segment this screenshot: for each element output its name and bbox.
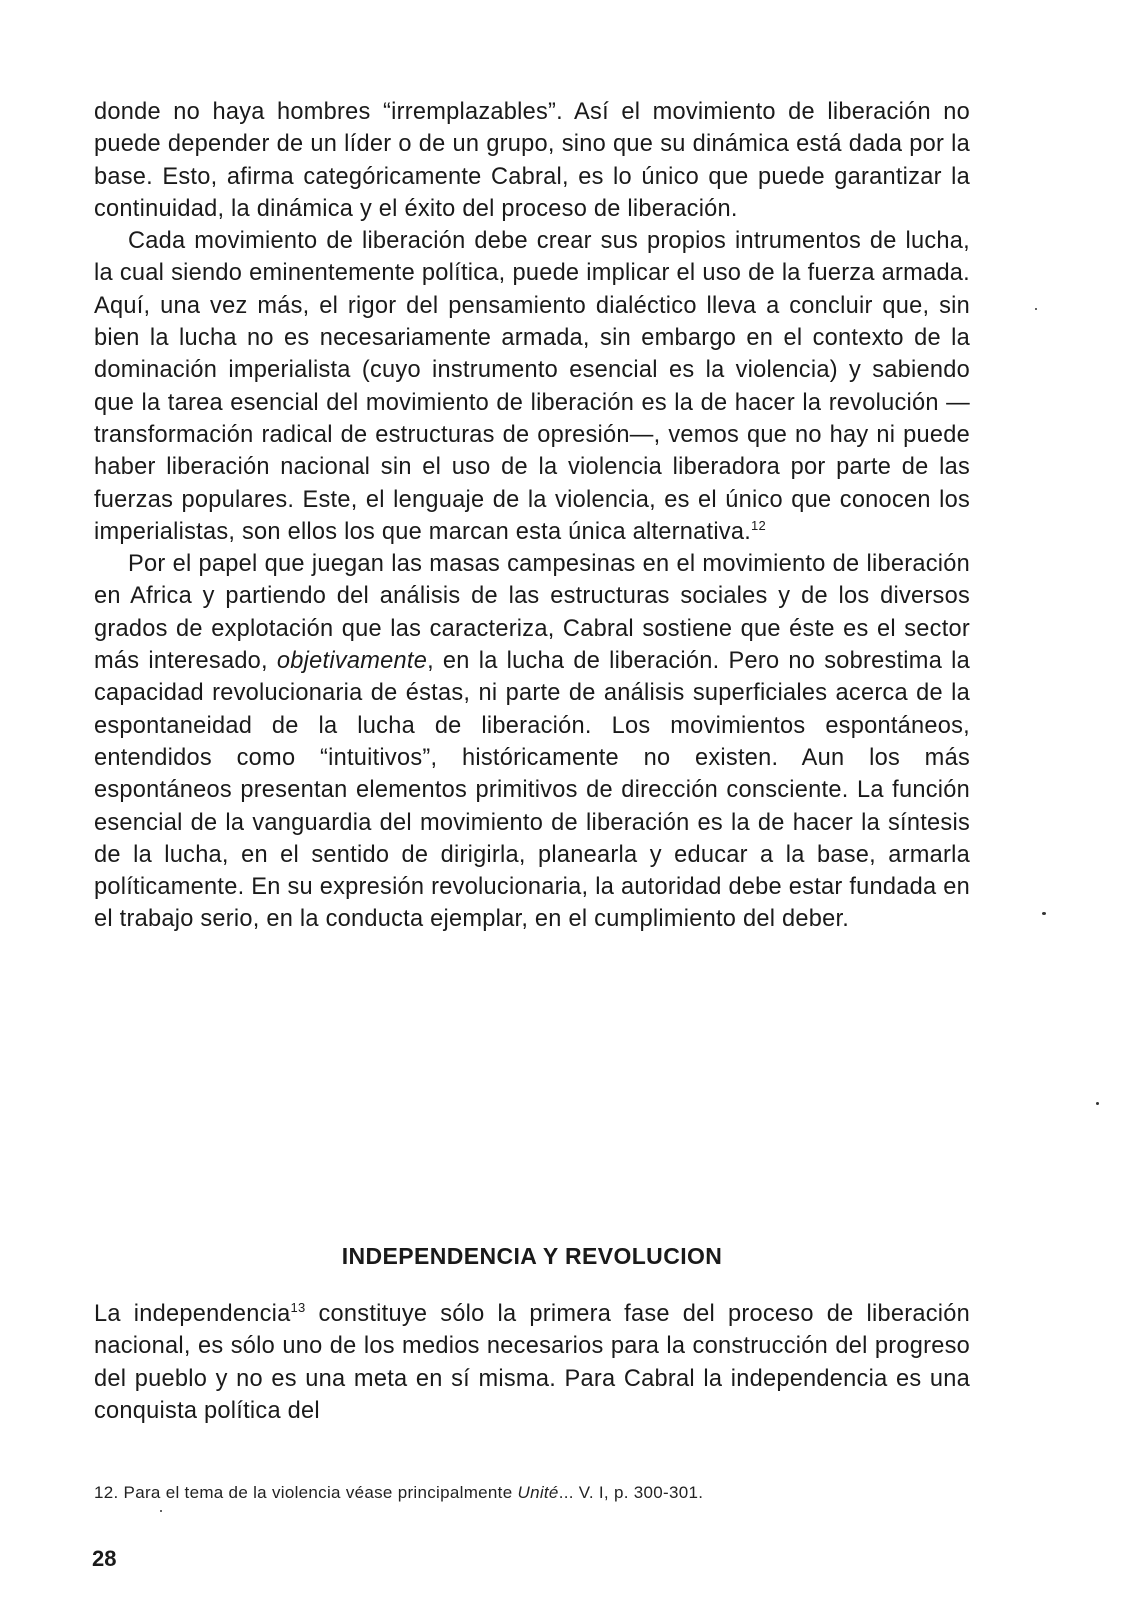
- paragraph-peasants-italic: objetivamente: [276, 648, 428, 675]
- paragraph-independence-start: La independencia: [94, 1301, 291, 1327]
- paragraph-peasants-end: , en la lucha de liberación. Pero no sobrestima la capacidad revolucionaria de éstas, ni parte de análisis superficiales acerca de la espontaneidad de la lucha de liberación. Los movimientos espontáneos, entendidos como “intuitivos”, históricamente no existen. Aun los más espontáneos presentan elementos primitivos de dirección consciente. La función esencial de la vanguardia del movimiento de liberación es la de hacer la síntesis de la lucha, en el sentido de dirigirla, planearla y educar a la base, armarla políticamente. En su expresión revolucionaria, la autoridad debe estar fundada en el trabajo serio, en la conducta ejemplar, en el cumplimiento del deber.: [94, 648, 970, 933]
- main-text: [94, 96, 970, 936]
- paragraph-peasants: [94, 548, 970, 936]
- section-text: [94, 1298, 970, 1427]
- paragraph-violence: [94, 225, 970, 548]
- scan-speck: [1042, 912, 1046, 915]
- paragraph-peasants-start: Por el papel que juegan las masas campesinas en el movimiento de liberación en Africa y partiendo del análisis de las estructuras sociales y de los diversos grados de explotación que las caracteriza, Cabral sostiene que éste es el sector más interesado,: [94, 551, 970, 675]
- footnote-ref-13: 13: [290, 1300, 306, 1315]
- section-heading: INDEPENDENCIA Y REVOLUCION: [341, 1243, 723, 1269]
- paragraph-continuation: donde no haya hombres “irremplazables”. Así el movimiento de liberación no puede depender de un líder o de un grupo, sino que su dinámica está dada por la base. Esto, afirma categóricamente Cabral, es lo único que puede garantizar la continuidad, la dinámica y el éxito del proceso de liberación.: [94, 99, 970, 222]
- paragraph-violence-text: Cada movimiento de liberación debe crear sus propios intrumentos de lucha, la cual siendo eminentemente política, puede implicar el uso de la fuerza armada. Aquí, una vez más, el rigor del pensamiento dialéctico lleva a concluir que, sin bien la lucha no es necesariamente armada, sin embargo en el contexto de la dominación imperialista (cuyo instrumento esencial es la violencia) y sabiendo que la tarea esencial del movimiento de liberación es la de hacer la revolución —transformación radical de estructuras de opresión—, vemos que no hay ni puede haber liberación nacional sin el uso de la violencia liberadora por parte de las fuerzas populares. Este, el lenguaje de la violencia, es el único que conocen los imperialistas, son ellos los que marcan esta única alternativa.: [94, 228, 970, 545]
- footnote-italic: Unité: [517, 1483, 559, 1502]
- footnote-prefix: 12. Para el tema de la violencia véase principalmente: [94, 1483, 518, 1502]
- scan-speck: [1035, 308, 1037, 310]
- footnote-ref-12: 12: [751, 517, 767, 533]
- footnote-suffix: ... V. I, p. 300-301.: [558, 1483, 704, 1502]
- scan-speck: [160, 1510, 162, 1512]
- footnote-12: [94, 1482, 970, 1504]
- paragraph-independence-end: constituye sólo la primera fase del proceso de liberación nacional, es sólo uno de los medios necesarios para la construcción del progreso del pueblo y no es una meta en sí misma. Para Cabral la independencia es una conquista política del: [94, 1301, 970, 1424]
- scan-speck: [1096, 1102, 1099, 1105]
- paragraph-independence: [94, 1298, 970, 1427]
- page-number: 28: [92, 1546, 117, 1571]
